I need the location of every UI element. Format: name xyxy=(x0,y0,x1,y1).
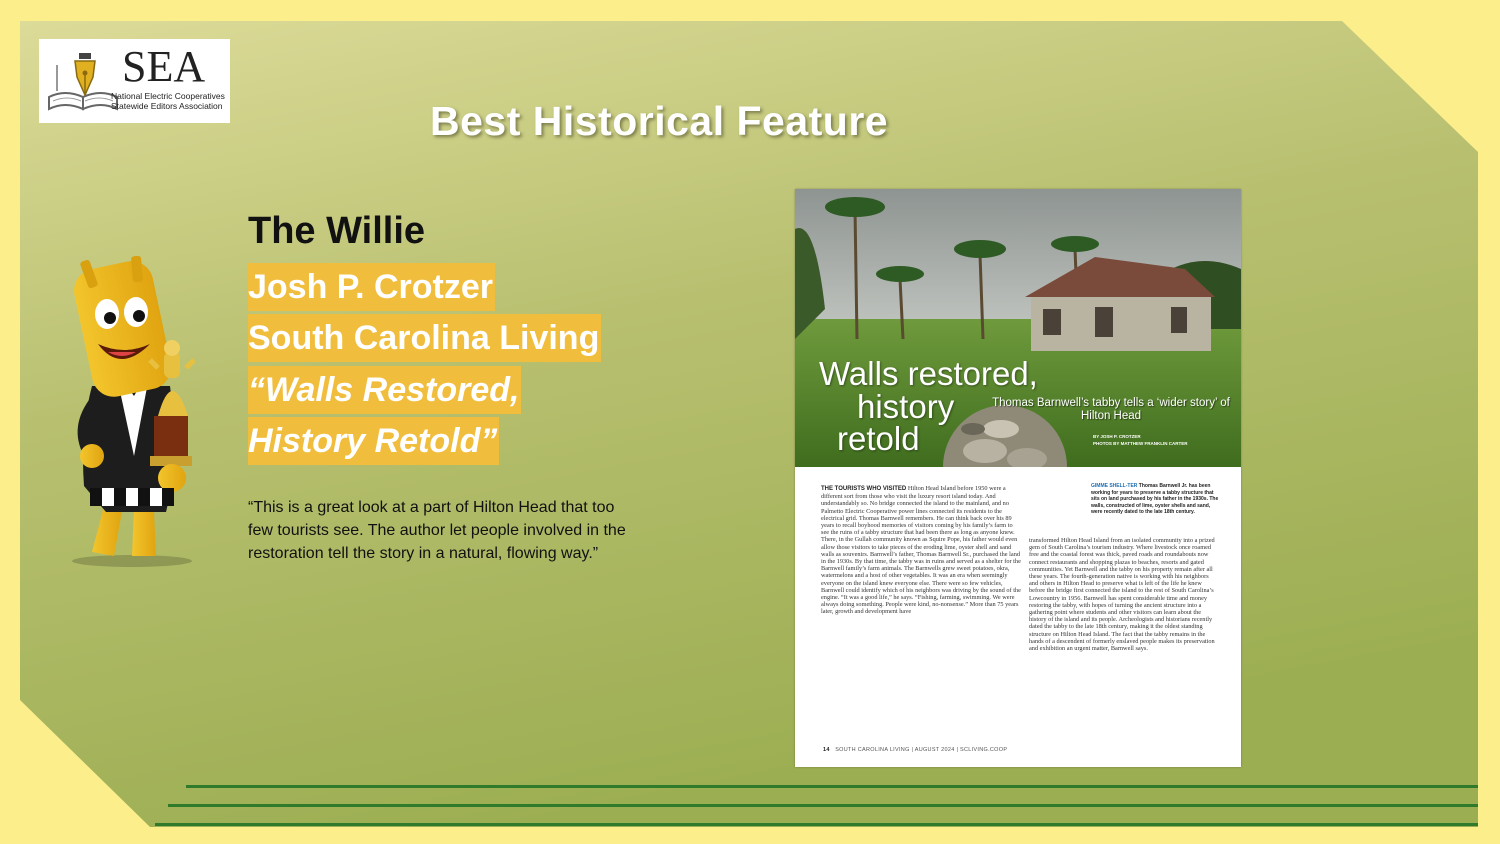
caption-lead: GIMME SHELL-TER xyxy=(1091,483,1138,489)
article-lead-caps: THE TOURISTS WHO VISITED xyxy=(821,486,907,492)
rule-line-top xyxy=(186,785,1478,788)
article-headline-line1: Walls restored, xyxy=(819,355,1038,392)
judges-quote: “This is a great look at a part of Hilton Head that too few tourists see. The author let people involved in the restoration tell the story in a natural, flowing way.” xyxy=(248,499,626,562)
photo-caption xyxy=(1091,483,1219,516)
award-title: The Willie xyxy=(248,210,426,252)
article-body-right: transformed Hilton Head Island from an isolated community into a prized gem of South Carolina’s tourism industry. Where livestock once roamed free and the coastal forest was thick, paved roads and roundabouts now connect restaurants and shopping plazas to beaches, resorts and gated communities. Yet Barnwell and the tabby on his property remain after all these years. The fourth-generation native is working with his neighbors and others in Hilton Head to preserve what is left of the life he knew before the bridge first connected the island to the rest of South Carolina’s Lowcountry in 1956. Barnwell has spent considerable time and money restoring the tabby, with hopes of turning the ancient structure into a gathering point where students and other visitors can learn about the history of the island and its people. Archeologists and historians recently dated the tabby to the late 18th century, making it the oldest standing structure on Hilton Head Island. The fact that the tabby remains in the hands of a descendent of formerly enslaved people makes its preservation and exhibition an urgent matter, Barnwell says. xyxy=(1029,537,1215,653)
article-deck: Thomas Barnwell’s tabby tells a ‘wider story’ of Hilton Head xyxy=(992,397,1230,422)
article-headline-line3: retold xyxy=(837,420,920,457)
author-name: Josh P. Crotzer xyxy=(248,263,495,311)
article-title-line1: “Walls Restored, xyxy=(248,366,521,414)
page-folio xyxy=(823,747,1007,753)
logo-subtitle-line1: National Electric Cooperatives xyxy=(111,91,225,101)
article-title-line2: History Retold” xyxy=(248,417,499,465)
article-body-left xyxy=(821,485,1021,737)
rule-line-bottom xyxy=(155,823,1478,826)
logo-subtitle-line2: Statewide Editors Association xyxy=(111,101,223,111)
article-body-left-text: Hilton Head Island before 1950 were a different sort from those who visit the luxury resort island today. And understandably so. No bridge connected the island to the mainland, and no Palmetto Electric Cooperative power lines connected its residents to the electrical grid. Thomas Barnwell remembers. He can think back over his 89 years to recall boyhood memories of visitors coming by his family’s farm to see the ruins of a tabby structure that had been there as long as anyone knew. There, in the Gullah community known as Squire Pope, his father would even allow those visitors to take pieces of the eroding lime, oyster shell and sand walls as souvenirs. Barnwell’s father, Thomas Barnwell Sr., purchased the land in the 1930s. By that time, the tabby was in ruins and served as a shelter for the Barnwell family’s farm animals. The Barnwells grew sweet potatoes, okra, watermelons and a host of other vegetables. It was an era when seemingly everyone on the island knew everyone else. There were so few vehicles, Barnwell could identify which of his neighbors was driving by the sound of the engine. “It was a good life,” he says. “Fishing, farming, swimming. We were always doing something. People were kind, no-nonsense.” More than 75 years later, growth and development have xyxy=(821,485,1021,616)
article-headline-line2: history xyxy=(857,388,955,425)
caption-text: Thomas Barnwell Jr. has been working for years to preserve a tabby structure that sits on land purchased by his father in the 1930s. The walls, constructed of lime, oyster shells and sand, were recently dated to the late 18th century. xyxy=(1091,483,1219,516)
category-heading: Best Historical Feature xyxy=(430,98,889,144)
publication-name: South Carolina Living xyxy=(248,314,601,362)
willie-trophy-mascot xyxy=(62,256,212,568)
logo-subtitle xyxy=(111,91,225,111)
byline-author: BY JOSH P. CROTZER xyxy=(1093,434,1141,439)
logo-name: SEA xyxy=(122,42,206,91)
folio-page-number: 14 xyxy=(823,747,830,753)
folio-text: SOUTH CAROLINA LIVING | AUGUST 2024 | SCLIVING.COOP xyxy=(835,747,1008,753)
article-byline xyxy=(1093,433,1188,447)
rule-line-middle xyxy=(168,804,1478,807)
byline-photo-credit: PHOTOS BY MATTHEW FRANKLIN CARTER xyxy=(1093,441,1188,446)
sea-logo xyxy=(39,39,230,123)
magazine-page xyxy=(795,189,1241,767)
